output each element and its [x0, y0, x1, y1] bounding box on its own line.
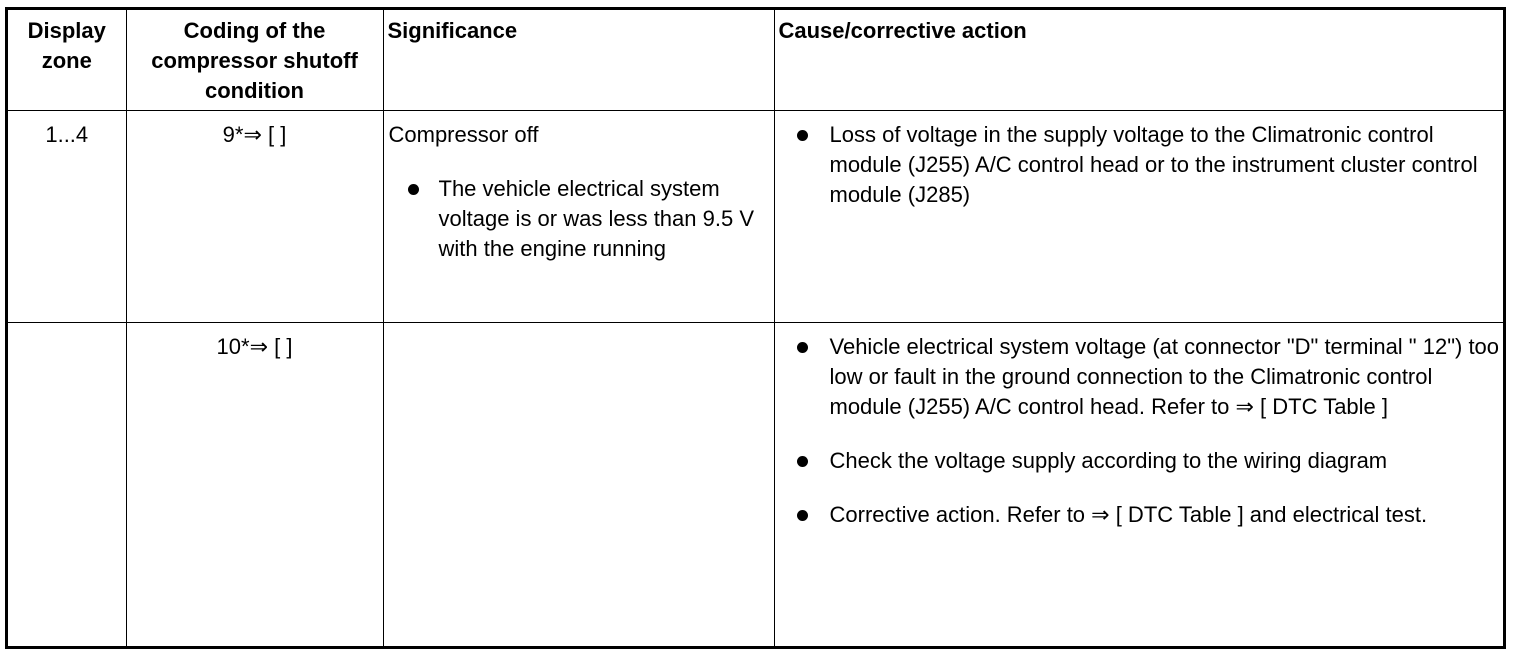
- cell-coding: 10*⇒ [ ]: [126, 322, 383, 646]
- bullet-icon: [797, 456, 808, 467]
- significance-title: Compressor off: [388, 121, 539, 147]
- table-row: [8, 110, 1503, 322]
- list-item: [775, 500, 1502, 530]
- cell-coding: 9*⇒ [ ]: [126, 110, 383, 322]
- dtc-table-frame: [5, 7, 1506, 649]
- bullet-icon: [408, 184, 419, 195]
- bullet-text: Loss of voltage in the supply voltage to the Climatronic control module (J255) A/C control head or to the instrument cluster control module (J285): [829, 121, 1478, 207]
- list-item: [775, 446, 1502, 476]
- header-coding: Coding of the compressor shutoff condition: [126, 10, 383, 110]
- bullet-icon: [797, 510, 808, 521]
- list-item: [775, 332, 1502, 422]
- header-significance: Significance: [383, 10, 774, 110]
- header-cause: Cause/corrective action: [774, 10, 1503, 110]
- bullet-text: Check the voltage supply according to the wiring diagram: [829, 447, 1388, 473]
- table-header-row: [8, 10, 1503, 110]
- cell-display-zone: [8, 322, 126, 646]
- cell-cause: [774, 322, 1503, 646]
- bullet-icon: [797, 342, 808, 353]
- list-item: [775, 120, 1502, 210]
- header-display-zone: Display zone: [8, 10, 126, 110]
- bullet-text: The vehicle electrical system voltage is or was less than 9.5 V with the engine running: [438, 175, 754, 261]
- cell-significance: [383, 110, 774, 322]
- cell-significance: [383, 322, 774, 646]
- cell-cause: [774, 110, 1503, 322]
- table-row: [8, 322, 1503, 646]
- compressor-shutoff-table: [8, 10, 1503, 646]
- cause-bullet-list: [775, 120, 1502, 210]
- cell-display-zone: 1...4: [8, 110, 126, 322]
- significance-bullet-list: [389, 174, 774, 264]
- list-item: [389, 174, 774, 264]
- cause-bullet-list: [775, 332, 1502, 530]
- bullet-text: Vehicle electrical system voltage (at connector "D" terminal " 12") too low or fault in the ground connection to the Climatronic control module (J255) A/C control head. Refer to ⇒ [ DTC Table ]: [829, 333, 1500, 419]
- bullet-text: Corrective action. Refer to ⇒ [ DTC Table ] and electrical test.: [829, 501, 1428, 527]
- bullet-icon: [797, 130, 808, 141]
